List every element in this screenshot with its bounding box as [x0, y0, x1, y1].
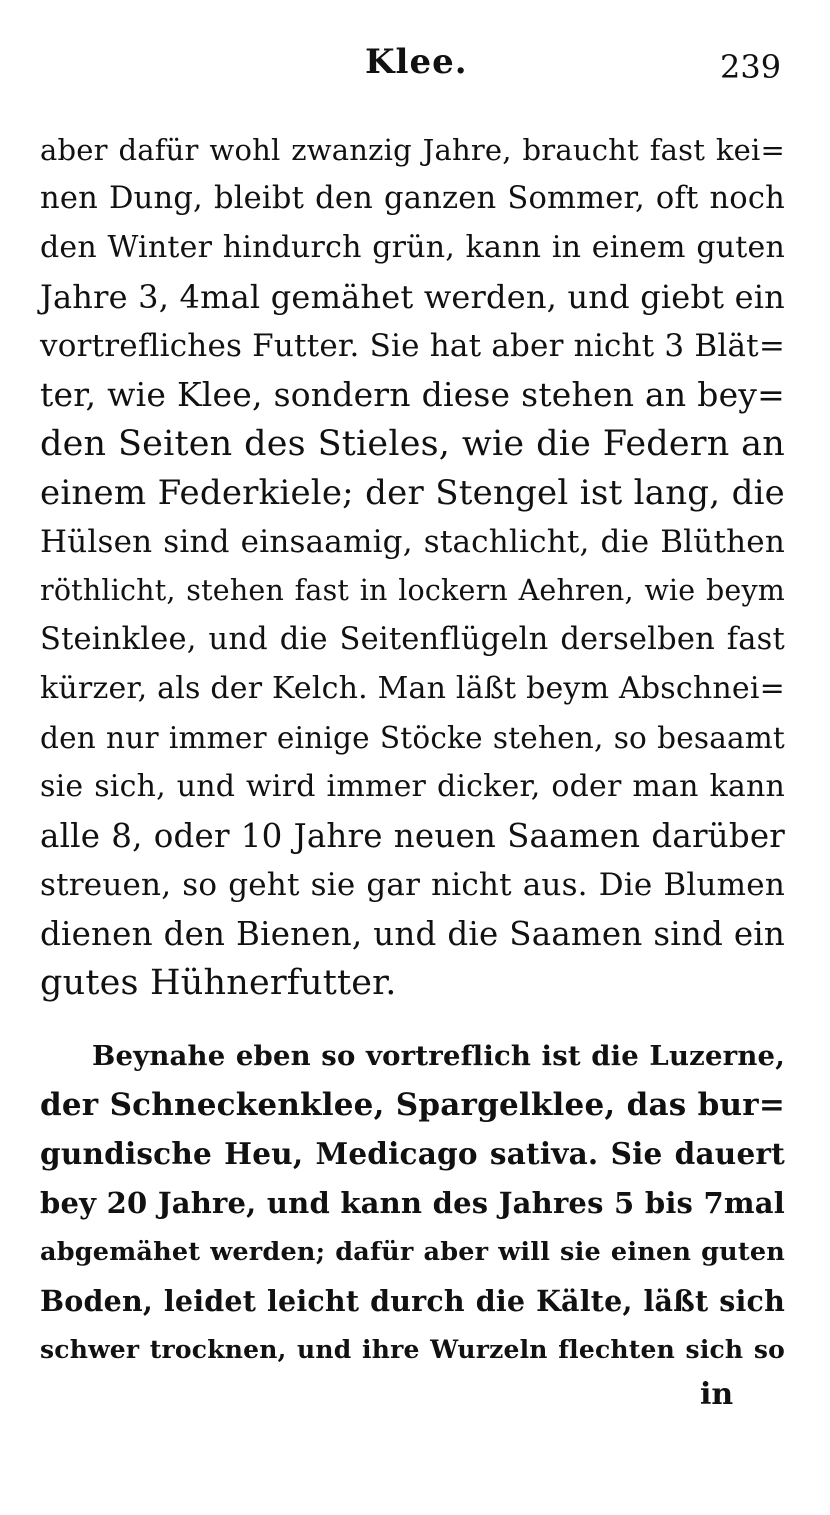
- text-line: Jahre 3, 4mal gemähet werden, und giebt ein: [40, 278, 785, 316]
- text-line: der Schneckenklee, Spargelklee, das bur=: [40, 1087, 785, 1123]
- text-line: Steinklee, und die Seitenflügeln derselben fast: [40, 622, 785, 657]
- text-line: vortrefliches Futter. Sie hat aber nicht 3 Blät=: [40, 328, 785, 364]
- text-line: ter, wie Klee, sondern diese stehen an bey=: [40, 375, 785, 414]
- text-line: einem Federkiele; der Stengel ist lang, die: [40, 473, 785, 513]
- text-line: kürzer, als der Kelch. Man läßt beym Abschnei=: [40, 671, 785, 706]
- text-line: dienen den Bienen, und die Saamen sind ein: [40, 915, 785, 953]
- page-title: Klee.: [365, 42, 468, 82]
- text-line: bey 20 Jahre, und kann des Jahres 5 bis 7mal: [40, 1186, 785, 1220]
- page-number: 239: [720, 48, 782, 86]
- text-line: gundische Heu, Medicago sativa. Sie dauert: [40, 1136, 785, 1171]
- text-line: Boden, leidet leicht durch die Kälte, läßt sich: [40, 1284, 785, 1318]
- text-line: den Winter hindurch grün, kann in einem guten: [40, 230, 785, 265]
- catchword: in: [700, 1377, 734, 1412]
- text-line: Hülsen sind einsaamig, stachlicht, die Blüthen: [40, 524, 785, 560]
- text-line: den nur immer einige Stöcke stehen, so besaamt: [40, 721, 785, 755]
- text-line: den Seiten des Stieles, wie die Federn an: [40, 424, 785, 464]
- text-line: nen Dung, bleibt den ganzen Sommer, oft noch: [40, 181, 785, 216]
- text-line: aber dafür wohl zwanzig Jahre, braucht fast kei=: [40, 133, 785, 167]
- running-head: [0, 42, 830, 102]
- text-line: röthlicht, stehen fast in lockern Aehren, wie beym: [40, 574, 785, 607]
- text-line: schwer trocknen, und ihre Wurzeln flechten sich so: [40, 1335, 785, 1364]
- text-line: sie sich, und wird immer dicker, oder man kann: [40, 769, 785, 804]
- text-line: streuen, so geht sie gar nicht aus. Die Blumen: [40, 867, 785, 903]
- text-line: abgemähet werden; dafür aber will sie einen guten: [40, 1237, 785, 1267]
- text-line: alle 8, oder 10 Jahre neuen Saamen darüber: [40, 817, 785, 855]
- text-line: gutes Hühnerfutter.: [40, 963, 397, 1003]
- text-line: Beynahe eben so vortreflich ist die Luzerne,: [92, 1040, 785, 1072]
